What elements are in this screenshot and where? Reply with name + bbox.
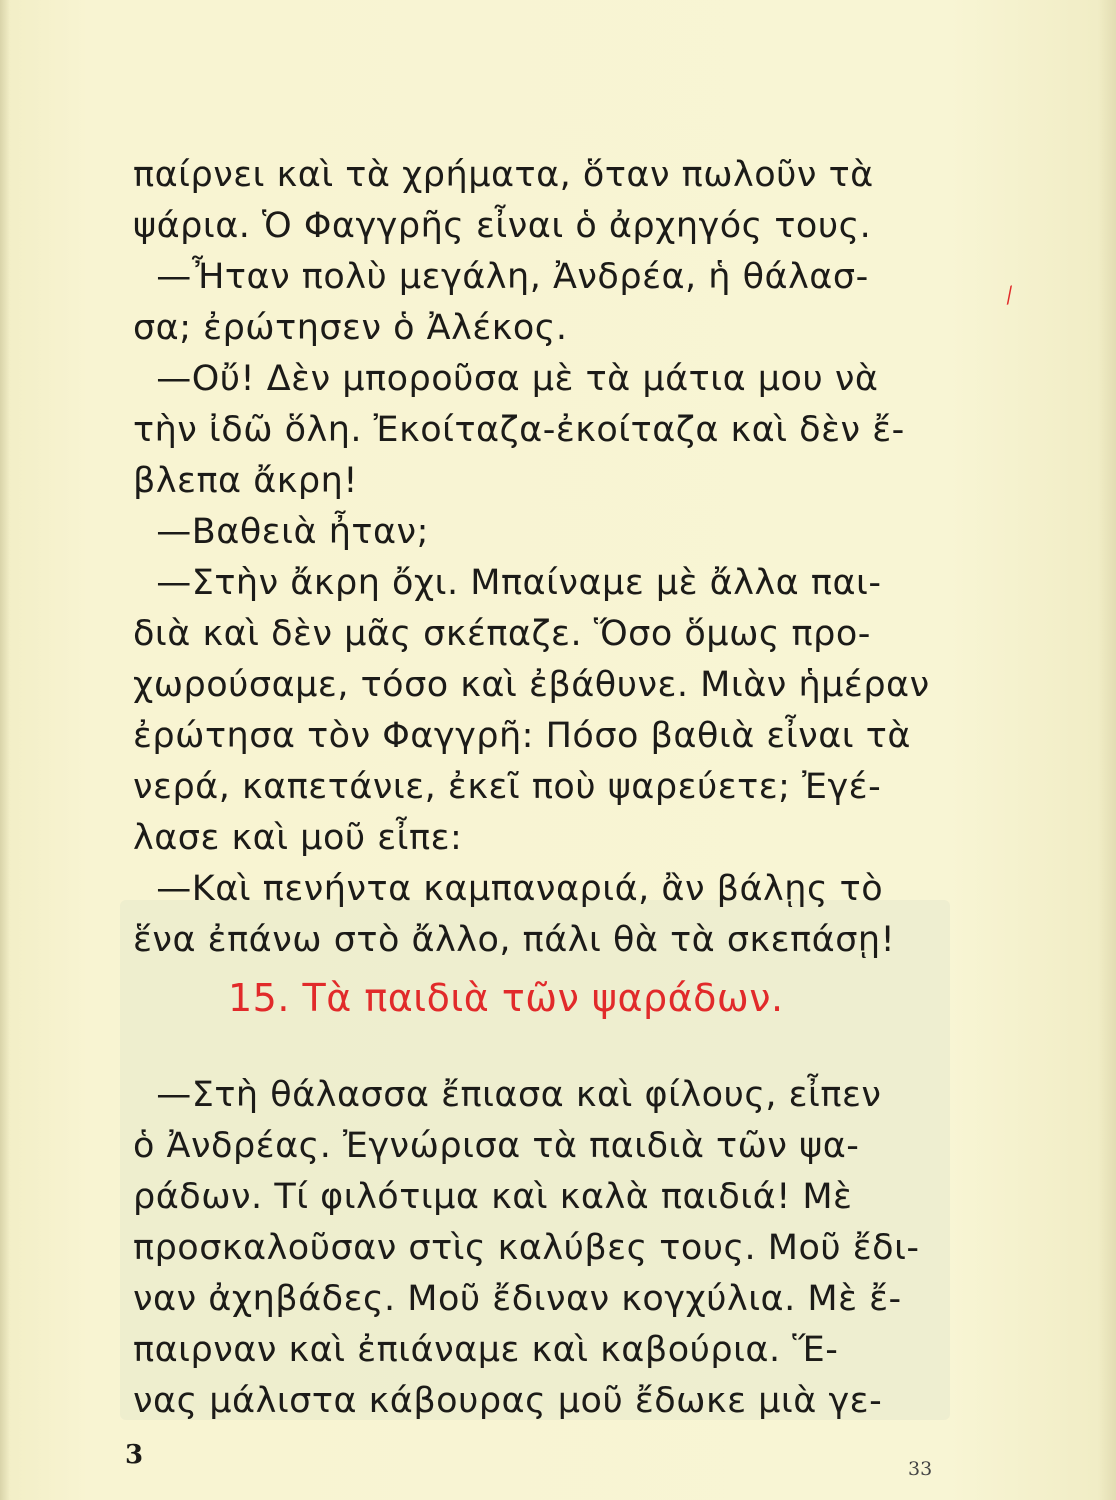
text-line: παιρναν καὶ ἐπιάναμε καὶ καβούρια. Ἕ- <box>133 1330 839 1370</box>
text-line: λασε καὶ μοῦ εἶπε: <box>133 818 463 858</box>
text-line: σα; ἐρώτησεν ὁ Ἀλέκος. <box>133 308 568 348</box>
text-line: ράδων. Τί φιλότιμα καὶ καλὰ παιδιά! Μὲ <box>133 1177 853 1217</box>
text-block-fishermen-children <box>133 1070 968 1427</box>
text-line: ὁ Ἀνδρέας. Ἐγνώρισα τὰ παιδιὰ τῶν ψα- <box>133 1126 860 1166</box>
text-line: ναν ἀχηβάδες. Μοῦ ἔδιναν κογχύλια. Μὲ ἔ- <box>133 1279 902 1319</box>
text-line: ἐρώτησα τὸν Φαγγρῆ: Πόσο βαθιὰ εἶναι τὰ <box>133 716 911 756</box>
text-line: ψάρια. Ὁ Φαγγρῆς εἶναι ὁ ἀρχηγός τους. <box>133 206 872 246</box>
text-line: νας μάλιστα κάβουρας μοῦ ἔδωκε μιὰ γε- <box>133 1381 883 1421</box>
text-line: τὴν ἰδῶ ὅλη. Ἐκοίταζα-ἐκοίταζα καὶ δὲν ἔ- <box>133 410 905 450</box>
text-line: —Βαθειὰ ἦταν; <box>133 512 429 552</box>
page-edge-right <box>1098 0 1116 1500</box>
text-line: —Ἦταν πολὺ μεγάλη, Ἀνδρέα, ἡ θάλασ- <box>133 257 869 297</box>
section-heading: 15. Τὰ παιδιὰ τῶν ψαράδων. <box>228 976 784 1020</box>
page-number: 33 <box>908 1458 933 1480</box>
signature-number: 3 <box>125 1440 144 1470</box>
text-line: —Καὶ πενήντα καμπαναριά, ἂν βάλῃς τὸ <box>133 869 884 909</box>
text-line: —Στὴ θάλασσα ἔπιασα καὶ φίλους, εἶπεν <box>133 1075 882 1115</box>
text-line: —Οὔ! Δὲν μποροῦσα μὲ τὰ μάτια μου νὰ <box>133 359 879 399</box>
text-line: νερά, καπετάνιε, ἐκεῖ ποὺ ψαρεύετε; Ἐγέ- <box>133 767 882 807</box>
red-pen-mark: ⁄ <box>1003 284 1016 309</box>
text-line: —Στὴν ἄκρη ὄχι. Μπαίναμε μὲ ἄλλα παι- <box>133 563 882 603</box>
text-line: χωρούσαμε, τόσο καὶ ἐβάθυνε. Μιὰν ἡμέραν <box>133 665 930 705</box>
text-block-dialogue <box>133 150 968 966</box>
text-line: προσκαλοῦσαν στὶς καλύβες τους. Μοῦ ἔδι- <box>133 1228 920 1268</box>
text-line: βλεπα ἄκρη! <box>133 461 358 501</box>
text-line: ἕνα ἐπάνω στὸ ἄλλο, πάλι θὰ τὰ σκεπάσῃ! <box>133 920 896 960</box>
page-edge-left <box>0 0 10 1500</box>
text-line: παίρνει καὶ τὰ χρήματα, ὅταν πωλοῦν τὰ <box>133 155 874 195</box>
text-line: διὰ καὶ δὲν μᾶς σκέπαζε. Ὅσο ὅμως προ- <box>133 614 871 654</box>
